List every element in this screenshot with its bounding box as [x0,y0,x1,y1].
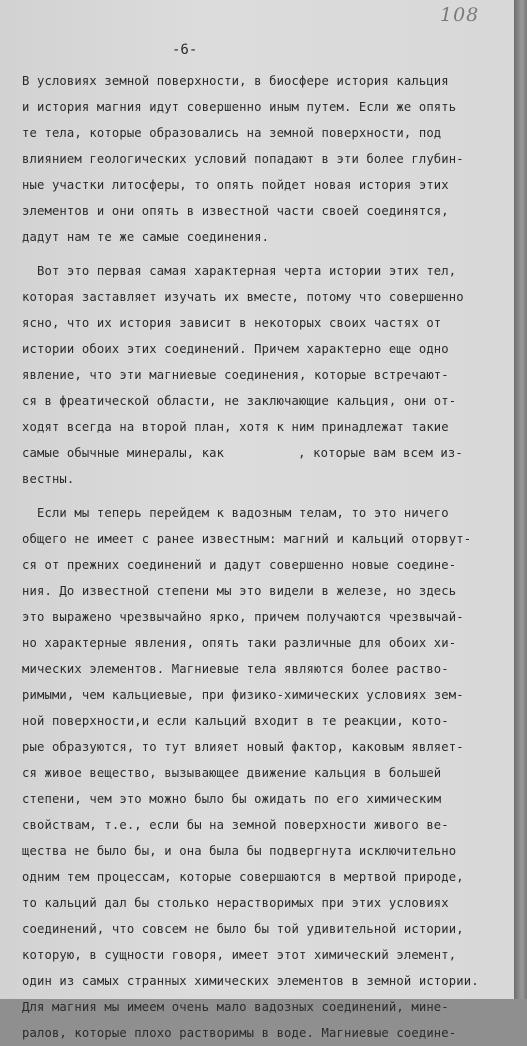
text-line: влиянием геологических условий попадают в эти более глубин- [22,152,464,166]
text-line: одним тем процессам, которые совершаются в мертвой природе, [22,870,464,884]
text-line: Если мы теперь перейдем к вадозным телам, то это ничего [22,506,449,520]
page-number: -6- [172,42,198,58]
text-line: один из самых странных химических элементов в земной истории. [22,974,479,988]
text-line: Для магния мы имеем очень мало вадозных соединений, мине- [22,1000,449,1014]
text-line: ся в фреатической области, не заключающие кальция, они от- [22,394,457,408]
text-line: ся от прежних соединений и дадут совершенно новые соедине- [22,558,457,572]
text-line: рые образуются, то тут влияет новый фактор, каковым являет- [22,740,464,754]
text-line: римыми, чем кальциевые, при физико-химических условиях зем- [22,688,464,702]
text-line: свойствам, т.е., если бы на земной поверхности живого ве- [22,818,449,832]
text-line: ной поверхности,и если кальций входит в те реакции, кото- [22,714,449,728]
text-line: Вот это первая самая характерная черта истории этих тел, [22,264,457,278]
text-line: ралов, которые плохо растворимы в воде. Магниевые соедине- [22,1026,457,1040]
text-line: те тела, которые образовались на земной поверхности, под [22,126,442,140]
text-line: дадут нам те же самые соединения. [22,230,270,244]
text-line: истории обоих этих соединений. Причем характерно еще одно [22,342,449,356]
text-line: элементов и они опять в известной части своей соединятся, [22,204,449,218]
text-line-with-blank [22,440,514,466]
text-line: вестны. [22,472,75,486]
text-line: то кальций дал бы столько нерастворимых при этих условиях [22,896,449,910]
text-line: ходят всегда на второй план, хотя к ним принадлежат такие [22,420,449,434]
text-line: это выражено чрезвычайно ярко, причем получаются чрезвычай- [22,610,464,624]
text-line: ясно, что их история зависит в некоторых своих частях от [22,316,442,330]
text-line: явление, что эти магниевые соединения, которые встречают- [22,368,449,382]
text-line: В условиях земной поверхности, в биосфере история кальция [22,74,449,88]
text-line: которую, в сущности говоря, имеет этот химический элемент, [22,948,457,962]
text-line: соединений, что совсем не было бы той удивительной истории, [22,922,464,936]
text-line: которая заставляет изучать их вместе, потому что совершенно [22,290,464,304]
text-line: ся живое вещество, вызывающее движение кальция в большей [22,766,442,780]
archive-page-number: 108 [440,4,480,26]
text-line: и история магния идут совершенно иным путем. Если же опять [22,100,457,114]
text-line: но характерные явления, опять таки различные для обоих хи- [22,636,457,650]
text-segment: , которые вам всем из- [298,446,463,460]
text-line: степени, чем это можно было бы ожидать по его химическим [22,792,442,806]
film-edge [514,0,527,999]
text-line: ные участки литосферы, то опять пойдет новая история этих [22,178,449,192]
document-body [22,68,514,1046]
text-line: общего не имеет с ранее известным: магний и кальций оторвут- [22,532,472,546]
text-segment: самые обычные минералы, как [22,446,225,460]
text-line: ния. До известной степени мы это видели в железе, но здесь [22,584,457,598]
text-line: щества не было бы, и она была бы подвергнута исключительно [22,844,457,858]
text-line: мических элементов. Магниевые тела являются более раство- [22,662,449,676]
